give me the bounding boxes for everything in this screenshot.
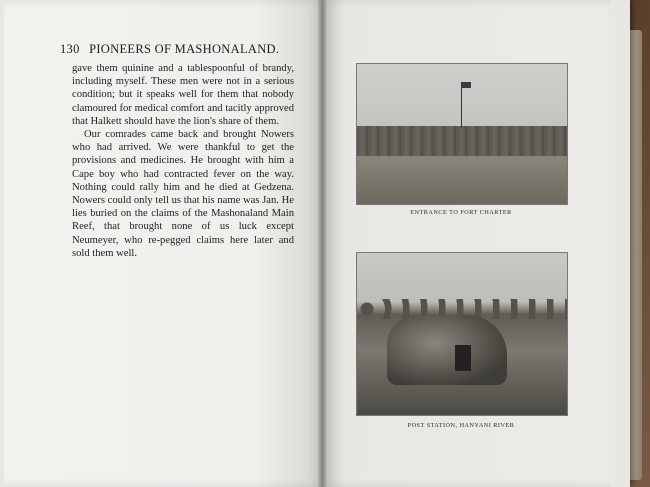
fort-wall: [357, 126, 567, 156]
photo-fort-entrance: [356, 63, 568, 205]
hut-door: [455, 345, 471, 371]
flag-icon: [462, 82, 471, 88]
hut: [387, 315, 507, 385]
paragraph: gave them quinine and a tablespoonful of brandy, including myself. These men were not in a serious condition; but it speaks well for them that nobody clamoured for medical comfort and tacitly approved that Halkett should have the lion's share of them.: [72, 63, 294, 127]
body-text: [72, 62, 294, 260]
running-head-title: PIONEERS OF MASHONALAND.: [89, 42, 280, 56]
plate-caption: POST STATION, HANYANI RIVER: [407, 422, 515, 429]
photo-post-station: [356, 252, 568, 416]
plate-caption: ENTRANCE TO FORT CHARTER: [410, 209, 512, 216]
paragraph: Our comrades came back and brought Nowers who had arrived. We were thankful to get the provisions and medicines. He brought with him a Cape boy who had contracted fever on the way. Nothing could rally him and he died at Gedzena. Nowers could only tell us that his name was Jan. He lies buried on the claims of the Mashonaland Main Reef, that brought none of us luck except Neumeyer, who re-pegged claims here later and sold them well.: [72, 129, 294, 259]
parade-ground: [357, 156, 567, 204]
flag-pole: [461, 82, 462, 128]
book-gutter: [318, 0, 326, 487]
page-number: 130: [60, 42, 80, 56]
running-head: [60, 42, 279, 57]
